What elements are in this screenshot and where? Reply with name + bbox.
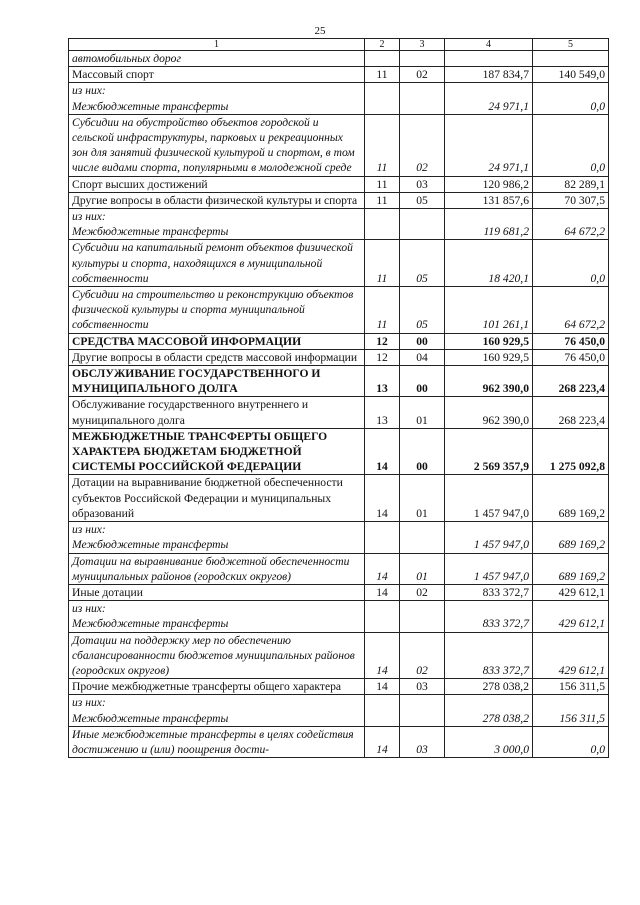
row-amount-1-cell: 962 390,0 <box>445 366 533 397</box>
row-amount-2-cell: 0,0 <box>533 726 609 757</box>
table-row <box>69 553 609 584</box>
row-section-cell <box>365 695 400 726</box>
row-section-cell: 12 <box>365 333 400 349</box>
table-row <box>69 114 609 176</box>
row-amount-2-cell: 268 223,4 <box>533 397 609 428</box>
header-col-name: 1 <box>69 39 365 51</box>
budget-table <box>68 38 609 758</box>
row-section-cell: 11 <box>365 176 400 192</box>
table-row <box>69 287 609 334</box>
table-row <box>69 349 609 365</box>
row-amount-2-cell: 689 169,2 <box>533 553 609 584</box>
row-subsection-cell: 03 <box>400 176 445 192</box>
table-header-row <box>69 39 609 51</box>
row-section-cell: 13 <box>365 397 400 428</box>
table-row <box>69 366 609 397</box>
table-row <box>69 67 609 83</box>
table-row <box>69 428 609 475</box>
row-section-cell <box>365 83 400 114</box>
row-amount-2-cell: 0,0 <box>533 83 609 114</box>
row-amount-1-cell: 1 457 947,0 <box>445 522 533 553</box>
row-name-cell: автомобильных дорог <box>69 51 365 67</box>
row-section-cell: 14 <box>365 553 400 584</box>
row-name-cell: из них: Межбюджетные трансферты <box>69 83 365 114</box>
row-section-cell: 12 <box>365 349 400 365</box>
row-section-cell <box>365 209 400 240</box>
row-amount-1-cell: 3 000,0 <box>445 726 533 757</box>
row-amount-2-cell: 156 311,5 <box>533 679 609 695</box>
row-subsection-cell <box>400 209 445 240</box>
table-row <box>69 679 609 695</box>
row-section-cell: 14 <box>365 632 400 679</box>
table-row <box>69 192 609 208</box>
row-subsection-cell <box>400 51 445 67</box>
table-row <box>69 83 609 114</box>
table-row <box>69 397 609 428</box>
row-subsection-cell: 04 <box>400 349 445 365</box>
row-section-cell: 14 <box>365 428 400 475</box>
row-amount-1-cell <box>445 51 533 67</box>
row-amount-2-cell: 76 450,0 <box>533 333 609 349</box>
row-name-cell: Спорт высших достижений <box>69 176 365 192</box>
row-subsection-cell <box>400 522 445 553</box>
row-section-cell <box>365 522 400 553</box>
row-amount-2-cell: 268 223,4 <box>533 366 609 397</box>
row-subsection-cell <box>400 695 445 726</box>
row-subsection-cell: 02 <box>400 114 445 176</box>
table-body <box>69 51 609 758</box>
row-name-cell: Дотации на выравнивание бюджетной обеспеченности субъектов Российской Федерации и муниципальных образований <box>69 475 365 522</box>
row-section-cell: 11 <box>365 240 400 287</box>
row-amount-1-cell: 18 420,1 <box>445 240 533 287</box>
row-subsection-cell <box>400 601 445 632</box>
row-subsection-cell: 02 <box>400 632 445 679</box>
row-section-cell: 14 <box>365 584 400 600</box>
row-amount-1-cell: 120 986,2 <box>445 176 533 192</box>
table-row <box>69 522 609 553</box>
row-amount-2-cell: 689 169,2 <box>533 522 609 553</box>
row-amount-2-cell: 64 672,2 <box>533 287 609 334</box>
row-section-cell: 11 <box>365 192 400 208</box>
table-row <box>69 632 609 679</box>
row-name-cell: СРЕДСТВА МАССОВОЙ ИНФОРМАЦИИ <box>69 333 365 349</box>
row-name-cell: из них: Межбюджетные трансферты <box>69 209 365 240</box>
row-subsection-cell: 02 <box>400 584 445 600</box>
row-name-cell: Прочие межбюджетные трансферты общего характера <box>69 679 365 695</box>
row-amount-2-cell: 64 672,2 <box>533 209 609 240</box>
row-amount-2-cell: 82 289,1 <box>533 176 609 192</box>
row-amount-2-cell: 1 275 092,8 <box>533 428 609 475</box>
row-name-cell: из них: Межбюджетные трансферты <box>69 695 365 726</box>
row-section-cell: 11 <box>365 287 400 334</box>
row-amount-2-cell: 0,0 <box>533 240 609 287</box>
row-amount-2-cell: 429 612,1 <box>533 632 609 679</box>
table-row <box>69 209 609 240</box>
header-col-section: 2 <box>365 39 400 51</box>
row-amount-1-cell: 160 929,5 <box>445 333 533 349</box>
row-amount-2-cell: 429 612,1 <box>533 601 609 632</box>
page-number: 25 <box>314 25 326 37</box>
row-name-cell: Обслуживание государственного внутреннего и муниципального долга <box>69 397 365 428</box>
row-name-cell: МЕЖБЮДЖЕТНЫЕ ТРАНСФЕРТЫ ОБЩЕГО ХАРАКТЕРА БЮДЖЕТАМ БЮДЖЕТНОЙ СИСТЕМЫ РОССИЙСКОЙ ФЕДЕРАЦИИ <box>69 428 365 475</box>
table-row <box>69 240 609 287</box>
row-amount-2-cell: 0,0 <box>533 114 609 176</box>
row-section-cell: 14 <box>365 726 400 757</box>
row-amount-2-cell: 156 311,5 <box>533 695 609 726</box>
row-amount-1-cell: 24 971,1 <box>445 83 533 114</box>
row-amount-1-cell: 2 569 357,9 <box>445 428 533 475</box>
row-amount-1-cell: 1 457 947,0 <box>445 553 533 584</box>
row-name-cell: Субсидии на строительство и реконструкцию объектов физической культуры и спорта муниципальной собственности <box>69 287 365 334</box>
row-subsection-cell: 03 <box>400 726 445 757</box>
row-name-cell: Субсидии на обустройство объектов городской и сельской инфраструктуры, парковых и рекреационных зон для занятий физической культурой и спортом, в том числе видами спорта, популярными в молодежной среде <box>69 114 365 176</box>
row-name-cell: Другие вопросы в области средств массовой информации <box>69 349 365 365</box>
row-amount-1-cell: 278 038,2 <box>445 679 533 695</box>
row-amount-1-cell: 131 857,6 <box>445 192 533 208</box>
row-section-cell: 14 <box>365 679 400 695</box>
row-name-cell: Дотации на выравнивание бюджетной обеспеченности муниципальных районов (городских округов) <box>69 553 365 584</box>
row-name-cell: Иные дотации <box>69 584 365 600</box>
header-col-subsection: 3 <box>400 39 445 51</box>
row-section-cell: 11 <box>365 67 400 83</box>
row-subsection-cell: 00 <box>400 428 445 475</box>
row-amount-1-cell: 160 929,5 <box>445 349 533 365</box>
row-amount-1-cell: 187 834,7 <box>445 67 533 83</box>
header-col-amount-1: 4 <box>445 39 533 51</box>
row-amount-1-cell: 119 681,2 <box>445 209 533 240</box>
row-subsection-cell: 01 <box>400 475 445 522</box>
row-subsection-cell: 03 <box>400 679 445 695</box>
row-name-cell: Другие вопросы в области физической культуры и спорта <box>69 192 365 208</box>
row-amount-2-cell: 689 169,2 <box>533 475 609 522</box>
row-amount-2-cell: 70 307,5 <box>533 192 609 208</box>
row-name-cell: из них: Межбюджетные трансферты <box>69 601 365 632</box>
row-amount-2-cell: 140 549,0 <box>533 67 609 83</box>
row-amount-1-cell: 101 261,1 <box>445 287 533 334</box>
table-row <box>69 176 609 192</box>
table-row <box>69 333 609 349</box>
row-subsection-cell <box>400 83 445 114</box>
row-subsection-cell: 00 <box>400 366 445 397</box>
row-amount-1-cell: 24 971,1 <box>445 114 533 176</box>
row-name-cell: Дотации на поддержку мер по обеспечению сбалансированности бюджетов муниципальных районов (городских округов) <box>69 632 365 679</box>
row-amount-2-cell: 429 612,1 <box>533 584 609 600</box>
row-section-cell <box>365 51 400 67</box>
table-row <box>69 51 609 67</box>
table-row <box>69 726 609 757</box>
row-subsection-cell: 02 <box>400 67 445 83</box>
row-amount-2-cell: 76 450,0 <box>533 349 609 365</box>
row-name-cell: Субсидии на капитальный ремонт объектов физической культуры и спорта, находящихся в муниципальной собственности <box>69 240 365 287</box>
row-subsection-cell: 00 <box>400 333 445 349</box>
row-section-cell: 11 <box>365 114 400 176</box>
row-amount-1-cell: 1 457 947,0 <box>445 475 533 522</box>
table-row <box>69 695 609 726</box>
row-subsection-cell: 05 <box>400 287 445 334</box>
row-section-cell: 14 <box>365 475 400 522</box>
row-amount-1-cell: 833 372,7 <box>445 632 533 679</box>
row-amount-2-cell <box>533 51 609 67</box>
header-col-amount-2: 5 <box>533 39 609 51</box>
table-row <box>69 475 609 522</box>
table-row <box>69 584 609 600</box>
row-amount-1-cell: 833 372,7 <box>445 584 533 600</box>
row-subsection-cell: 05 <box>400 240 445 287</box>
row-subsection-cell: 05 <box>400 192 445 208</box>
row-name-cell: Массовый спорт <box>69 67 365 83</box>
row-subsection-cell: 01 <box>400 397 445 428</box>
row-subsection-cell: 01 <box>400 553 445 584</box>
row-section-cell <box>365 601 400 632</box>
row-section-cell: 13 <box>365 366 400 397</box>
row-name-cell: Иные межбюджетные трансферты в целях содействия достижению и (или) поощрения дости- <box>69 726 365 757</box>
row-amount-1-cell: 833 372,7 <box>445 601 533 632</box>
row-amount-1-cell: 278 038,2 <box>445 695 533 726</box>
row-amount-1-cell: 962 390,0 <box>445 397 533 428</box>
row-name-cell: ОБСЛУЖИВАНИЕ ГОСУДАРСТВЕННОГО И МУНИЦИПАЛЬНОГО ДОЛГА <box>69 366 365 397</box>
row-name-cell: из них: Межбюджетные трансферты <box>69 522 365 553</box>
table-row <box>69 601 609 632</box>
